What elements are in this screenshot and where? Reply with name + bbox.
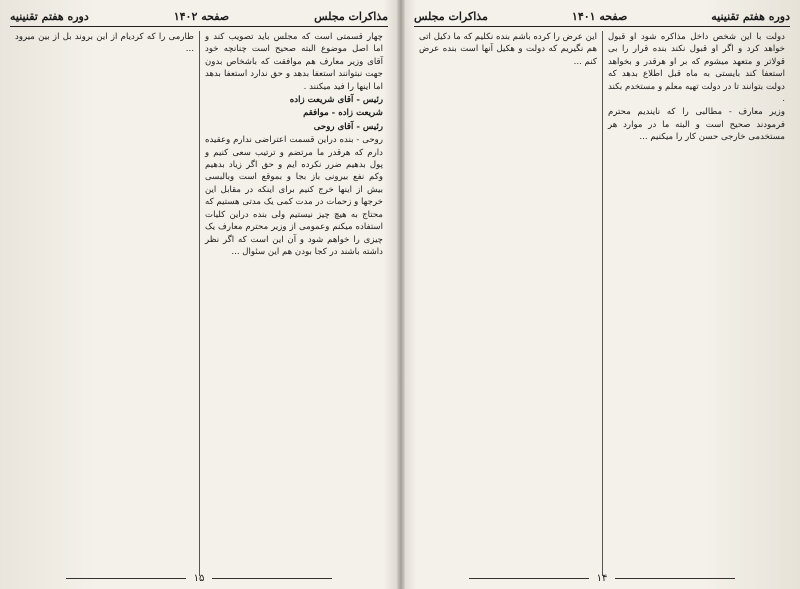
right-page-columns	[414, 31, 790, 576]
right-page-number: ۱۴	[404, 573, 800, 587]
left-header-right: مذاکرات مجلس	[314, 9, 388, 23]
paragraph: وزیر معارف - مطالبی را که نایندیم محترم فرمودند صحیح است و البته ما در موارد هر مستخدمی خارجی حسن کار را میکنیم ...	[608, 107, 785, 143]
paragraph: دولت با این شخص داخل مذاکره شود او قبول خواهد کرد و اگر او قبول نکند بنده قرار را بی قولاتر و متعهد میشوم که بر او هرقدر و بخواهد استعفا کند بایستی به ماه قبل اطلاع بدهد که دولت بتوانند تا در دولت تهیه معلم و مستخدم بکند .	[608, 32, 785, 105]
paragraph: روحی - بنده دراین قسمت اعتراضی ندارم وعقیده دارم که هرقدر ما مرتضم و ترتیب سعی کنیم و پول بدهیم ضرر نکرده ایم و حق اگر زیاد بدهیم وکم نفع بیرونی باز بجا و بموقع است وبالبسی بیش از اینها خرج کنیم برای اینکه در مقابل این خرجها و زحمات در مدت کمی یک مدتی هستیم که محتاج به هیچ چیز نیستیم ولی بنده دراین کلیات استفاده میکنم وعمومی از وزیر محترم معارف یک چیزی را خواهم شود و آن این است که اگر نظر داشته باشند در کجا بودن هم این سئوال ...	[205, 135, 383, 257]
paragraph: این عرض را کرده باشم بنده نکلیم که ما دکیل اتی هم نگیریم که دولت و هکیل آنها است بنده عرض کنم ...	[419, 32, 597, 67]
speaker-line: رئیس - آقای روحی	[313, 121, 383, 132]
right-header-center: صفحه ۱۴۰۱	[571, 9, 628, 23]
paragraph: طارمی را که کردیام از این بروند بل از بین میرود ...	[15, 32, 194, 55]
left-page	[0, 0, 398, 589]
left-header-left: دوره هفتم تقنینیه	[10, 9, 89, 23]
right-page	[404, 0, 800, 589]
left-header-center: صفحه ۱۴۰۲	[173, 9, 230, 23]
left-page-column-left	[10, 31, 199, 576]
right-page-column-right	[602, 31, 790, 576]
right-page-header	[414, 6, 790, 27]
left-page-columns	[10, 31, 388, 576]
left-page-number: ۱۵	[0, 573, 398, 587]
right-page-column-left	[414, 31, 602, 576]
right-header-right: دوره هفتم تقنینیه	[711, 9, 790, 23]
speaker-line: شریعت زاده - موافقم	[303, 108, 383, 119]
right-header-left: مذاکرات مجلس	[414, 9, 488, 23]
left-page-header	[10, 6, 388, 27]
speaker-line: رئیس - آقای شریعت زاده	[289, 95, 383, 106]
left-page-column-right	[199, 31, 388, 576]
paragraph: چهار قسمتی است که مجلس باید تصویب کند و اما اصل موضوع البته صحیح است چنانچه خود آقای وزیر معارف هم موافقت که باشخاص بدون جهت نبتوانند استعفا بدهد و حق ندارد استعفا بدهد اما اینها را فید میکنند .	[205, 32, 383, 92]
